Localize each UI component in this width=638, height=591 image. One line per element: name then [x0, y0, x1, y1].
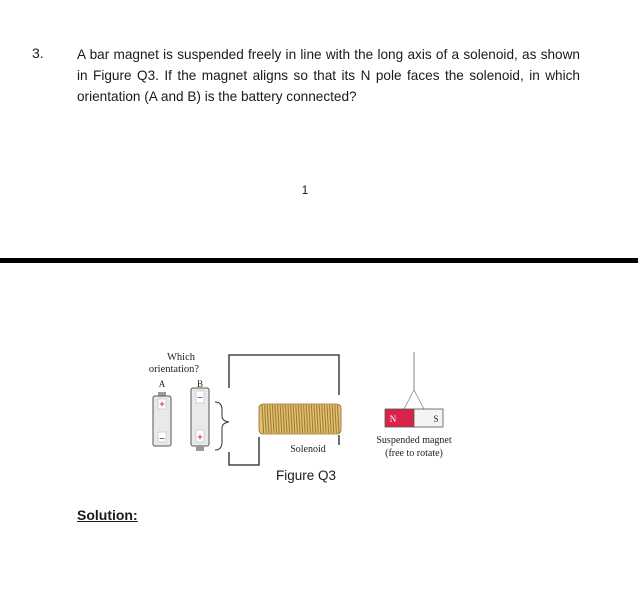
magnet-s-label: S: [433, 414, 439, 424]
battery-a-minus: –: [159, 433, 165, 444]
solenoid-coil: [259, 404, 341, 434]
battery-b-plus: +: [197, 432, 203, 442]
magnet-label-line2: (free to rotate): [385, 448, 443, 459]
battery-b-label: B: [196, 379, 204, 389]
magnet-n-label: N: [389, 414, 397, 424]
page-number: 1: [301, 183, 309, 197]
figure-caption: Figure Q3: [275, 468, 337, 483]
magnet-label-line1: Suspended magnet: [376, 435, 452, 446]
suspended-magnet: [385, 352, 443, 427]
question-number: 3.: [32, 45, 44, 61]
battery-a-plus: +: [159, 399, 165, 409]
which-label-line2: orientation?: [148, 364, 200, 375]
battery-a-label: A: [158, 379, 166, 389]
solution-heading: Solution:: [77, 507, 138, 523]
battery-b-minus: –: [197, 392, 203, 403]
question-text: A bar magnet is suspended freely in line with the long axis of a solenoid, as shown in Figure Q3. If the magnet aligns so that its N pole faces the solenoid, in which orientation (A and B) is the battery connected?: [77, 47, 580, 104]
magnet-south-pole: [414, 409, 443, 427]
which-label-line1: Which: [167, 352, 195, 363]
solenoid-label: Solenoid: [290, 444, 326, 455]
orientation-brace: [215, 402, 229, 450]
